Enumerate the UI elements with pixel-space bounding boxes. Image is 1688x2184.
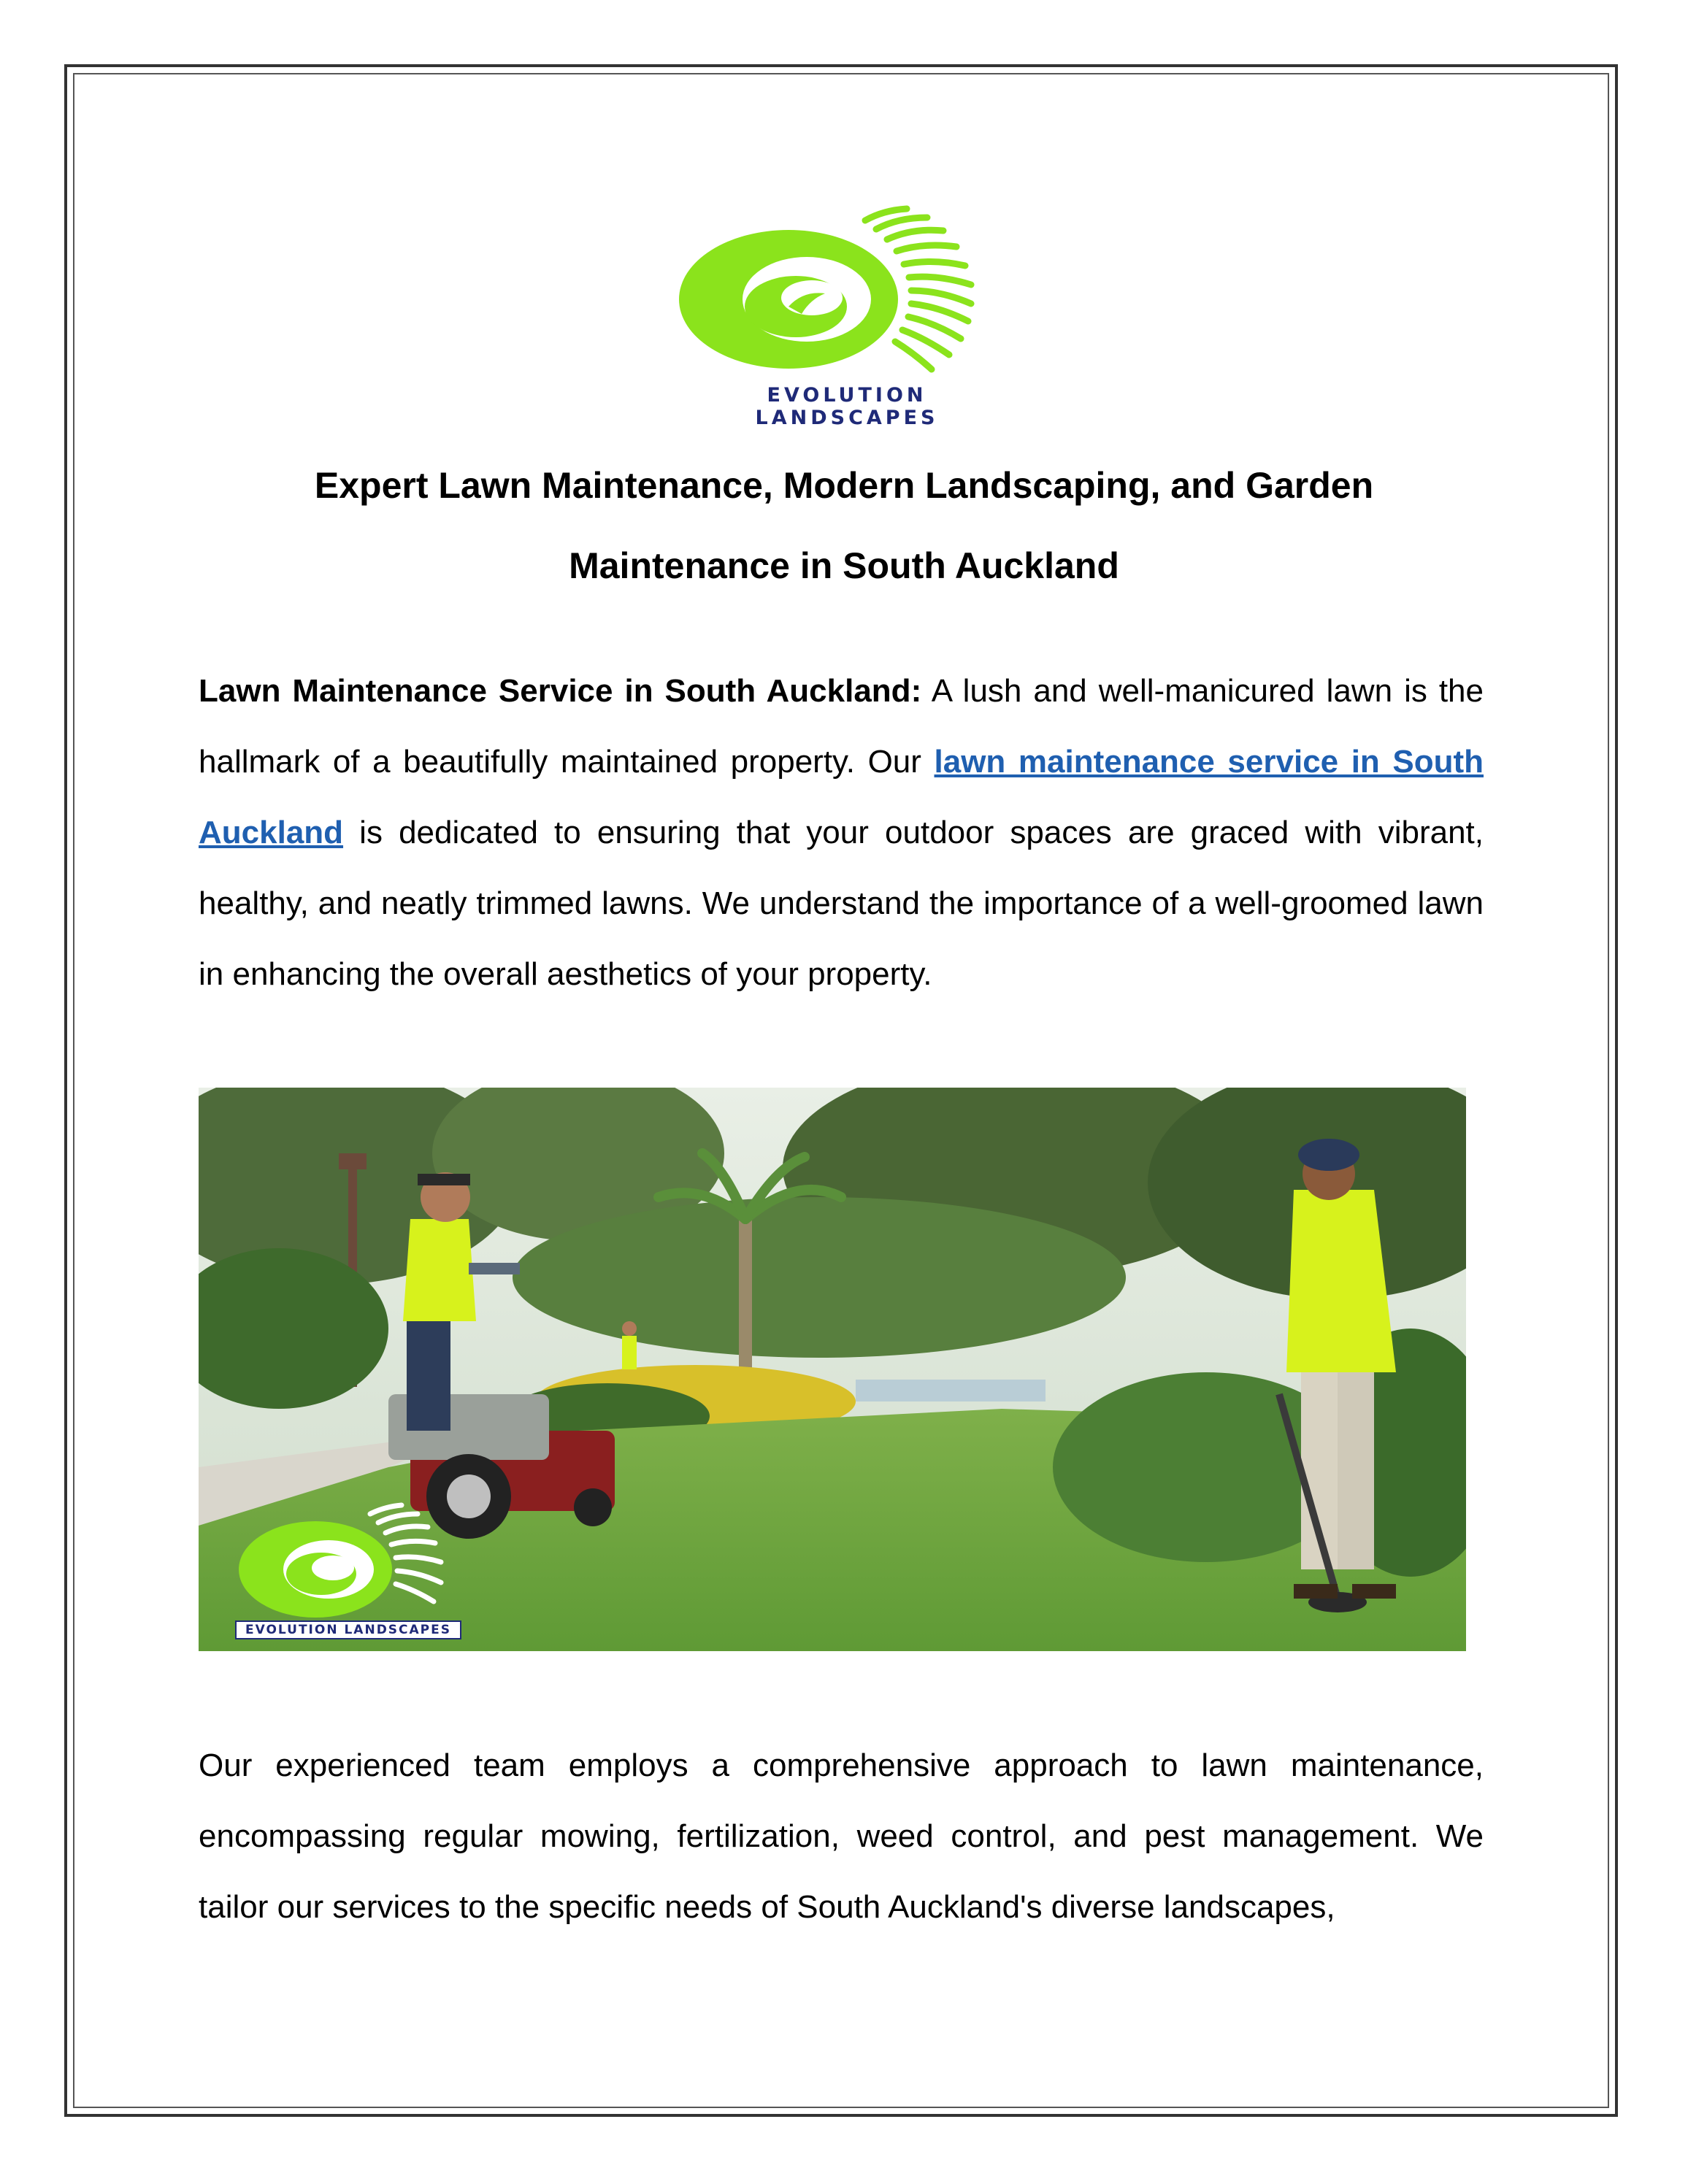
title-line-1: Expert Lawn Maintenance, Modern Landscaping, and Garden — [314, 465, 1374, 506]
brand-name: EVOLUTION LANDSCAPES — [755, 384, 939, 429]
brand-logo — [679, 197, 1015, 429]
page-title — [161, 445, 1527, 606]
service-link[interactable]: lawn maintenance service in South Auckland — [199, 744, 1484, 850]
lawn-service-photo — [199, 1088, 1466, 1651]
swirl-fern-logo-icon — [679, 197, 1015, 380]
section-lead: Lawn Maintenance Service in South Auckland: — [199, 673, 922, 709]
photo-watermark-logo — [235, 1496, 461, 1642]
paragraph-text: A lush and well-manicured lawn is the hallmark of a beautifully maintained property. Our — [199, 673, 1484, 780]
swirl-fern-watermark-icon — [235, 1496, 461, 1620]
title-line-2: Maintenance in South Auckland — [569, 545, 1119, 586]
watermark-brand-name: EVOLUTION LANDSCAPES — [235, 1620, 461, 1639]
details-paragraph: Our experienced team employs a comprehensive approach to lawn maintenance, encompassing regular mowing, fertilization, weed control, and pest management. We tailor our services to the specific needs of South Auckland's diverse landscapes, — [199, 1747, 1484, 1925]
paragraph-text: is dedicated to ensuring that your outdoor spaces are graced with vibrant, healthy, and neatly trimmed lawns. We understand the importance of a well-groomed lawn in enhancing the overall aesthetics of your property. — [199, 815, 1484, 992]
intro-paragraph — [199, 655, 1484, 1010]
